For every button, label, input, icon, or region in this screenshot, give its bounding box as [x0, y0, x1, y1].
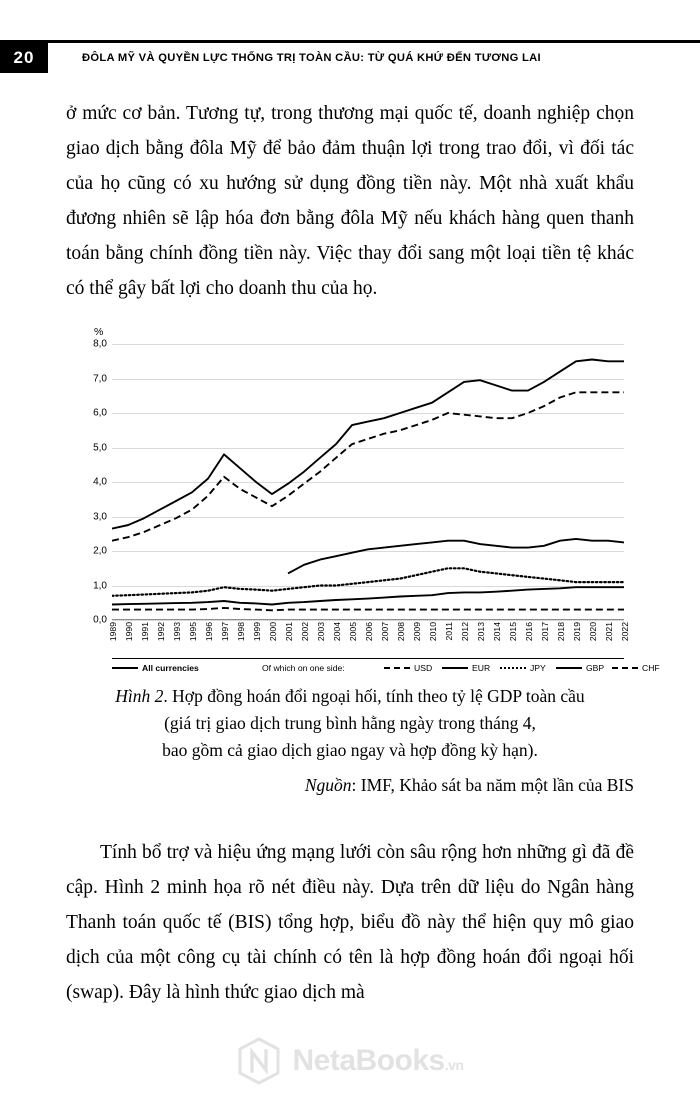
legend-label: EUR — [472, 663, 491, 673]
chart-y-tick-label: 5,0 — [93, 442, 107, 453]
legend-label: CHF — [642, 663, 660, 673]
chart-x-tick-label: 2019 — [572, 622, 582, 642]
chart-series-usd — [112, 392, 624, 540]
chart-gridline — [93, 614, 624, 626]
chart-x-tick-label: 2007 — [380, 622, 390, 642]
chart-x-tick-label: 2016 — [524, 622, 534, 642]
legend-label: JPY — [530, 663, 546, 673]
netabooks-logo-icon — [237, 1037, 281, 1085]
line-swatch-icon — [384, 667, 410, 669]
chart-x-tick-label: 1992 — [156, 622, 166, 642]
legend-item-jpy — [500, 663, 546, 673]
chart-x-tick-label: 2015 — [508, 622, 518, 642]
chart-x-tick-label: 1991 — [140, 622, 150, 642]
legend-group-label — [262, 663, 345, 673]
legend-item-usd — [384, 663, 432, 673]
chart-x-tick-label: 2005 — [348, 622, 358, 642]
line-swatch-icon — [556, 667, 582, 669]
chart-x-tick-label: 2002 — [300, 622, 310, 642]
caption-line-3: bao gồm cả giao dịch giao ngay và hợp đồng kỳ hạn). — [162, 740, 538, 760]
legend-item-chf — [612, 663, 660, 673]
chart-x-tick-label: 2000 — [268, 622, 278, 642]
source-text: : IMF, Khảo sát ba năm một lần của BIS — [351, 775, 634, 795]
caption-line-1 — [66, 683, 634, 710]
chart-x-tick-label: 2018 — [556, 622, 566, 642]
chart-x-tick-label: 1989 — [108, 622, 118, 642]
chart-y-tick-label: 3,0 — [93, 511, 107, 522]
running-title: ĐÔLA MỸ VÀ QUYỀN LỰC THỐNG TRỊ TOÀN CẦU: TỪ QUÁ KHỨ ĐẾN TƯƠNG LAI — [82, 52, 541, 64]
chart-x-tick-label: 2010 — [428, 622, 438, 642]
chart-unit-label: % — [94, 326, 104, 338]
line-swatch-icon — [112, 667, 138, 669]
chart-x-tick-label: 2001 — [284, 622, 294, 642]
chart-y-tick-label: 4,0 — [93, 476, 107, 488]
chart-x-tick-label: 2009 — [412, 622, 422, 642]
chart-x-tick-label: 1997 — [220, 622, 230, 642]
chart-x-tick-label: 1990 — [124, 622, 134, 642]
chart-y-tick-label: 6,0 — [93, 407, 107, 419]
chart-x-tick-label: 2003 — [316, 622, 326, 642]
paragraph-bottom-text: Tính bổ trợ và hiệu ứng mạng lưới còn sâu rộng hơn những gì đã đề cập. Hình 2 minh họa rõ nét điều này. Dựa trên dữ liệu do Ngân hàng Thanh toán quốc tế (BIS) tổng hợp, biểu đồ này thể hiện quy mô giao dịch của một công cụ tài chính có tên là hợp đồng hoán đổi ngoại hối (swap). Đây là hình thức giao dịch mà — [66, 842, 634, 1003]
chart-x-tick-label: 2021 — [604, 622, 614, 642]
chart-x-tick-label: 2006 — [364, 622, 374, 642]
chart-x-tick-label: 2014 — [492, 622, 502, 642]
chart-series-layer — [112, 344, 624, 620]
chart-y-tick-label: 8,0 — [93, 338, 107, 350]
legend-label: USD — [414, 663, 433, 673]
chart-series-jpy — [112, 568, 624, 596]
figure-number: Hình 2 — [115, 686, 164, 706]
legend-item-gbp — [556, 663, 604, 673]
page-number: 20 — [0, 43, 48, 73]
chart-series-gbp — [112, 587, 624, 604]
line-swatch-icon — [500, 667, 526, 669]
watermark-suffix: .vn — [444, 1057, 464, 1073]
chart-x-tick-label: 2012 — [460, 622, 470, 642]
chart-x-tick-label: 2022 — [620, 622, 630, 642]
paragraph-top: ở mức cơ bản. Tương tự, trong thương mại quốc tế, doanh nghiệp chọn giao dịch bằng đôla Mỹ để bảo đảm thuận lợi trong trao đổi, vì đối tác của họ cũng có xu hướng sử dụng đồng tiền này. Một nhà xuất khẩu đương nhiên sẽ lập hóa đơn bằng đôla Mỹ nếu khách hàng quen thanh toán bằng chính đồng tiền này. Việc thay đổi sang một loại tiền tệ khác có thể gây bất lợi cho doanh thu của họ. — [66, 103, 634, 299]
paragraph-bottom — [66, 835, 634, 1010]
watermark-text — [293, 1044, 464, 1078]
chart-legend — [112, 662, 660, 678]
legend-divider — [112, 658, 624, 659]
legend-item-all-currencies — [112, 663, 199, 673]
watermark-main: NetaBooks — [292, 1044, 445, 1077]
chart-series-chf — [112, 608, 624, 610]
figure-caption — [66, 683, 634, 764]
legend-group-text: Of which on one side: — [262, 663, 345, 673]
chart-x-tick-label: 1995 — [188, 622, 198, 642]
chart-x-tick-label: 1993 — [172, 622, 182, 642]
caption-line-2: (giá trị giao dịch trung bình hằng ngày trong tháng 4, — [164, 713, 536, 733]
chart-y-tick-label: 1,0 — [93, 580, 107, 591]
chart-x-tick-label: 2008 — [396, 622, 406, 642]
chart-y-tick-label: 0,0 — [93, 614, 107, 626]
caption-text: . Hợp đồng hoán đổi ngoại hối, tính theo tỷ lệ GDP toàn cầu — [163, 686, 585, 706]
chart-x-axis-labels — [108, 622, 630, 662]
page-header — [0, 40, 700, 74]
chart-x-tick-label: 2013 — [476, 622, 486, 642]
chart-x-tick-label: 2017 — [540, 622, 550, 642]
legend-item-eur — [442, 663, 490, 673]
chart-y-tick-label: 7,0 — [93, 373, 107, 384]
chart-x-tick-label: 2004 — [332, 622, 342, 642]
chart-x-tick-label: 1998 — [236, 622, 246, 642]
watermark — [0, 1030, 700, 1092]
chart-y-tick-label: 2,0 — [93, 545, 107, 557]
chart-x-tick-label: 2020 — [588, 622, 598, 642]
figure-source — [66, 775, 634, 796]
chart-x-tick-label: 1996 — [204, 622, 214, 642]
chart-plot-area — [93, 338, 624, 626]
chart-series-all-currencies — [112, 360, 624, 529]
source-label: Nguồn — [304, 775, 352, 795]
line-swatch-icon — [612, 667, 638, 669]
line-swatch-icon — [442, 667, 468, 669]
chart-x-tick-label: 2011 — [444, 622, 454, 641]
figure-chart — [66, 326, 660, 673]
legend-label: All currencies — [142, 663, 199, 673]
legend-label: GBP — [586, 663, 605, 673]
chart-x-tick-label: 1999 — [252, 622, 262, 642]
